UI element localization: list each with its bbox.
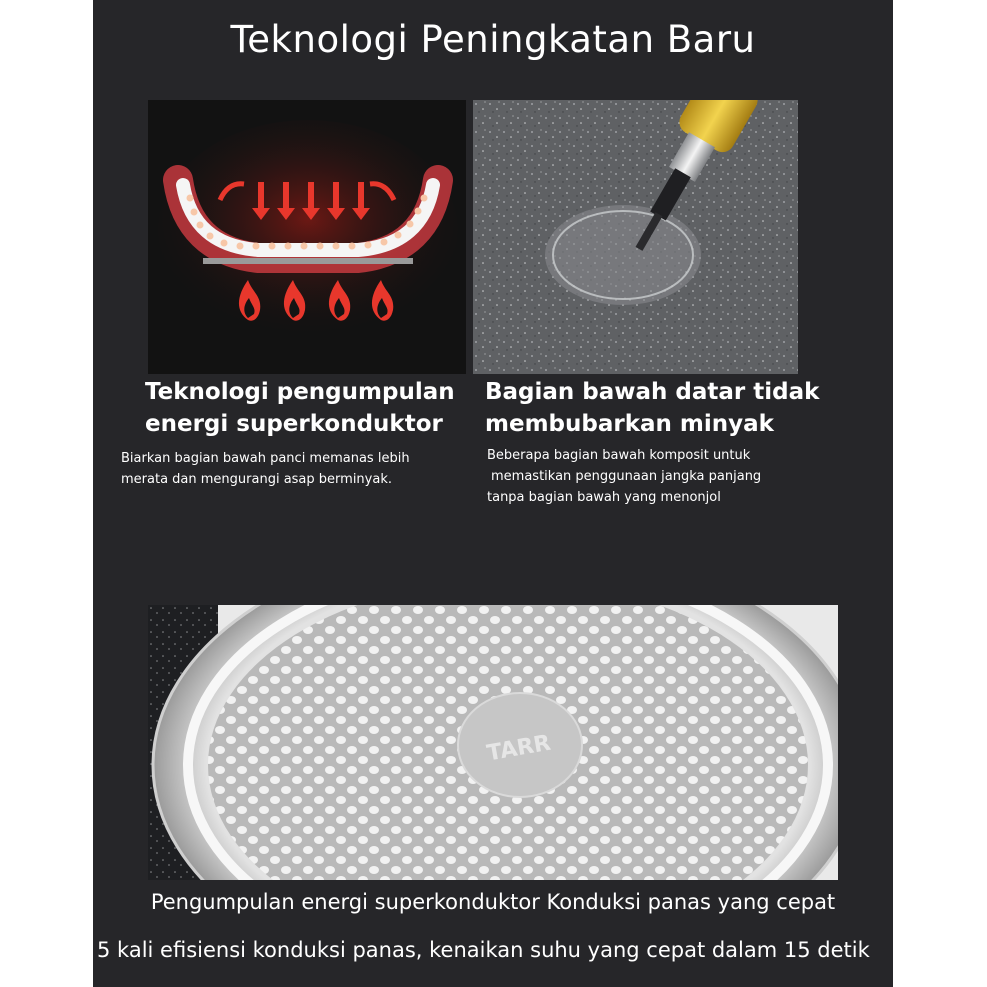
page-title: Teknologi Peningkatan Baru [230, 18, 756, 61]
caption-line-1: Pengumpulan energi superkonduktor Konduksi panas yang cepat [150, 890, 836, 914]
feature-1-title-line1: Teknologi pengumpulan [145, 379, 455, 405]
feature-2-desc-line1: Beberapa bagian bawah komposit untuk [487, 448, 751, 463]
feature-2-title [485, 376, 819, 440]
product-panel [93, 0, 893, 987]
feature-2-desc-line2: memastikan penggunaan jangka panjang [491, 469, 762, 484]
feature-1-desc-line1: Biarkan bagian bawah panci memanas lebih [121, 451, 410, 466]
oil-pour-svg [473, 100, 798, 374]
heat-diagram-svg [148, 100, 466, 374]
caption-line-2: 5 kali efisiensi konduksi panas, kenaikan suhu yang cepat dalam 15 detik [97, 938, 870, 962]
feature-2-title-line1: Bagian bawah datar tidak [485, 379, 820, 405]
feature-2-title-line2: membubarkan minyak [485, 411, 774, 437]
feature-1-desc-line2: merata dan mengurangi asap berminyak. [121, 472, 392, 487]
heat-technology-image [148, 100, 466, 374]
pan-brand-logo: TARR [485, 730, 553, 767]
oil-pour-image [473, 100, 798, 374]
pan-bottom-image [148, 605, 838, 880]
feature-2-description [487, 445, 761, 508]
feature-1-description [121, 448, 410, 490]
feature-1-title-line2: energi superkonduktor [145, 411, 443, 437]
feature-2-desc-line3: tanpa bagian bawah yang menonjol [487, 490, 721, 505]
feature-1-title [145, 376, 455, 440]
pan-bottom-svg [148, 605, 838, 880]
